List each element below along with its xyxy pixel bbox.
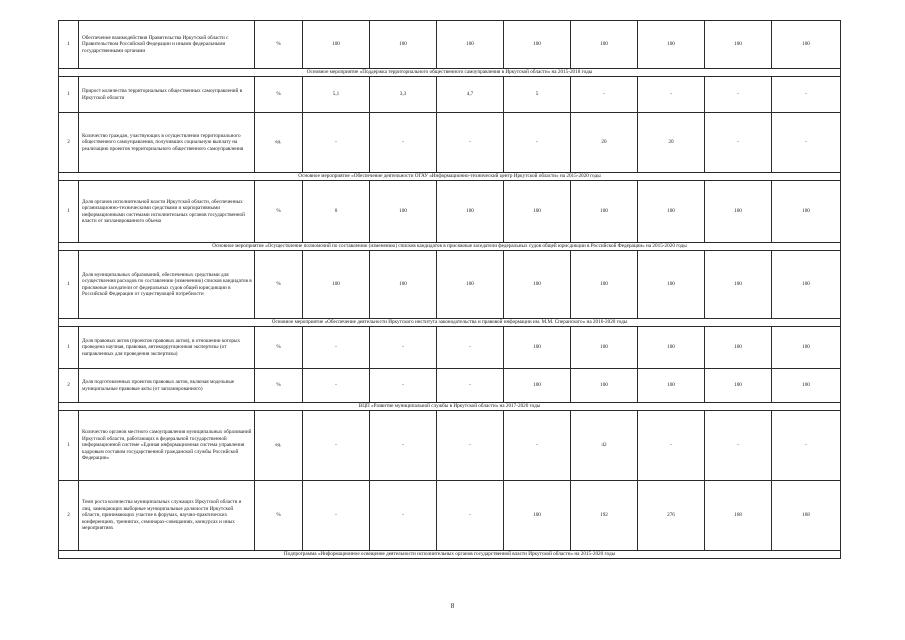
table-row (59, 21, 841, 69)
value-cell: 100 (772, 251, 841, 319)
value-cell: 100 (705, 369, 772, 403)
value-cell: - (303, 369, 370, 403)
section-header-row (59, 173, 841, 181)
section-header-row (59, 551, 841, 559)
table-row (59, 327, 841, 369)
section-title: ВЦП «Развитие муниципальной службы в Иркутской области» на 2017-2020 годы (59, 403, 841, 411)
row-number: 1 (59, 251, 79, 319)
value-cell: - (772, 411, 841, 481)
row-number: 1 (59, 181, 79, 243)
unit-cell: % (255, 21, 303, 69)
indicator-name: Доля правовых актов (проектов правовых актов), в отношении которых проведена научная, правовая, антикоррупционная экспертизы (от направленных для проведения экспертизы) (79, 327, 255, 369)
section-title: Основное мероприятие «Обеспечение деятельности Иркутского института законодательства и правовой информации им. М.М. Сперанского» на 2016-2020 годы (59, 319, 841, 327)
unit-cell: % (255, 327, 303, 369)
value-cell: - (705, 77, 772, 113)
section-title: Подпрограмма «Информационное освещение деятельности исполнительных органов государственной власти Иркутской области» на 2015-2020 годы (59, 551, 841, 559)
section-header-row (59, 319, 841, 327)
value-cell: - (437, 481, 504, 551)
value-cell: 100 (437, 21, 504, 69)
indicator-name: Доля муниципальных образований, обеспеченных средствами для осуществления расходов по составлению (изменению) списков кандидатов в присяжные заседатели от федеральных судов общей юрисдикции в Российской Федерации от существующей потребности (79, 251, 255, 319)
value-cell: 168 (705, 481, 772, 551)
value-cell: 100 (437, 181, 504, 243)
value-cell: 168 (772, 481, 841, 551)
row-number: 2 (59, 481, 79, 551)
value-cell: - (504, 113, 571, 173)
indicator-name: Обеспечение взаимодействия Правительства Иркутской области с Правительством Российской Федерации и иными федеральными государственными органами (79, 21, 255, 69)
value-cell: 100 (772, 21, 841, 69)
indicator-name: Темп роста количества муниципальных служащих Иркутской области и лиц, замещающих выборные муниципальные должности Иркутской области, принимающих участие в форумах, научно-практических конференциях, тренингах, семинарах-совещаниях, конкурсах и иных мероприятиях (79, 481, 255, 551)
section-header-row (59, 403, 841, 411)
row-number: 1 (59, 327, 79, 369)
value-cell: 100 (638, 181, 705, 243)
value-cell: - (370, 411, 437, 481)
value-cell: 20 (638, 113, 705, 173)
value-cell: 276 (638, 481, 705, 551)
value-cell: - (638, 77, 705, 113)
indicator-name: Доля подготовленных проектов правовых актов, включая модельные муниципальные правовые акты (от запланированного) (79, 369, 255, 403)
table-row (59, 181, 841, 243)
value-cell: 100 (370, 21, 437, 69)
unit-cell: % (255, 77, 303, 113)
row-number: 1 (59, 77, 79, 113)
value-cell: 100 (705, 21, 772, 69)
value-cell: - (303, 411, 370, 481)
value-cell: 100 (504, 481, 571, 551)
value-cell: - (638, 411, 705, 481)
unit-cell: % (255, 181, 303, 243)
value-cell: 100 (571, 369, 638, 403)
value-cell: 100 (772, 369, 841, 403)
value-cell: 100 (303, 251, 370, 319)
value-cell: 100 (370, 251, 437, 319)
value-cell: - (504, 411, 571, 481)
value-cell: 100 (437, 251, 504, 319)
value-cell: - (772, 77, 841, 113)
table-row (59, 369, 841, 403)
value-cell: - (370, 327, 437, 369)
section-title: Основное мероприятие «Осуществление полномочий по составлению (изменению) списков кандидатов в присяжные заседатели федеральных судов общей юрисдикции в Российской Федерации» на 2015-2020 годы (59, 243, 841, 251)
table-row (59, 113, 841, 173)
value-cell: 5,1 (303, 77, 370, 113)
unit-cell: ед. (255, 411, 303, 481)
value-cell: - (705, 113, 772, 173)
value-cell: 100 (370, 181, 437, 243)
value-cell: 100 (571, 327, 638, 369)
value-cell: 100 (303, 21, 370, 69)
table-row (59, 77, 841, 113)
indicator-name: Количество граждан, участвующих в осуществлении территориального общественного самоуправления, получивших социальную выплату на реализацию проектов территориального общественного самоуправления (79, 113, 255, 173)
row-number: 1 (59, 21, 79, 69)
value-cell: - (437, 411, 504, 481)
value-cell: - (370, 481, 437, 551)
value-cell: - (437, 369, 504, 403)
value-cell: - (437, 327, 504, 369)
table-body (59, 21, 841, 559)
value-cell: 100 (705, 327, 772, 369)
value-cell: 100 (772, 181, 841, 243)
value-cell: - (303, 481, 370, 551)
unit-cell: ед. (255, 113, 303, 173)
value-cell: 0 (303, 181, 370, 243)
row-number: 1 (59, 411, 79, 481)
section-header-row (59, 69, 841, 77)
value-cell: - (437, 113, 504, 173)
value-cell: 100 (504, 181, 571, 243)
indicator-name: Прирост количества территориальных общественных самоуправлений в Иркутской области (79, 77, 255, 113)
section-header-row (59, 243, 841, 251)
section-title: Основное мероприятие «Поддержка территориального общественного самоуправления в Иркутской области» на 2015-2018 годы (59, 69, 841, 77)
value-cell: 100 (571, 251, 638, 319)
value-cell: 100 (772, 327, 841, 369)
value-cell: 4,7 (437, 77, 504, 113)
indicator-name: Количество органов местного самоуправления муниципальных образований Иркутской области, работающих в федеральной государственной информационной системе «Единая информационная система управления кадровым составом государственной гражданской службы Российской Федерации» (79, 411, 255, 481)
value-cell: 100 (638, 327, 705, 369)
unit-cell: % (255, 369, 303, 403)
value-cell: 5 (504, 77, 571, 113)
table-row (59, 411, 841, 481)
value-cell: 100 (638, 251, 705, 319)
value-cell: 100 (638, 21, 705, 69)
row-number: 2 (59, 113, 79, 173)
value-cell: - (303, 113, 370, 173)
value-cell: 100 (504, 327, 571, 369)
value-cell: 100 (504, 251, 571, 319)
value-cell: - (571, 77, 638, 113)
table-row (59, 251, 841, 319)
unit-cell: % (255, 251, 303, 319)
value-cell: 100 (705, 181, 772, 243)
row-number: 2 (59, 369, 79, 403)
value-cell: 20 (571, 113, 638, 173)
value-cell: 100 (571, 21, 638, 69)
value-cell: - (303, 327, 370, 369)
indicator-name: Доля органов исполнительной власти Иркутской области, обеспеченных организационно-техническими средствами и корпоративными информационными системами исполнительных органов государственной власти от запланированного объема (79, 181, 255, 243)
value-cell: 192 (571, 481, 638, 551)
value-cell: - (705, 411, 772, 481)
table-row (59, 481, 841, 551)
value-cell: 100 (504, 369, 571, 403)
indicators-table (58, 20, 841, 559)
page-number: 8 (450, 602, 455, 610)
value-cell: 100 (638, 369, 705, 403)
value-cell: 100 (571, 181, 638, 243)
value-cell: 3,3 (370, 77, 437, 113)
unit-cell: % (255, 481, 303, 551)
value-cell: 100 (504, 21, 571, 69)
value-cell: 42 (571, 411, 638, 481)
value-cell: - (370, 369, 437, 403)
value-cell: - (370, 113, 437, 173)
value-cell: 100 (705, 251, 772, 319)
section-title: Основное мероприятие «Обеспечение деятельности ОГАУ «Информационно-технический центр Иркутской области» на 2015-2020 годы (59, 173, 841, 181)
value-cell: - (772, 113, 841, 173)
